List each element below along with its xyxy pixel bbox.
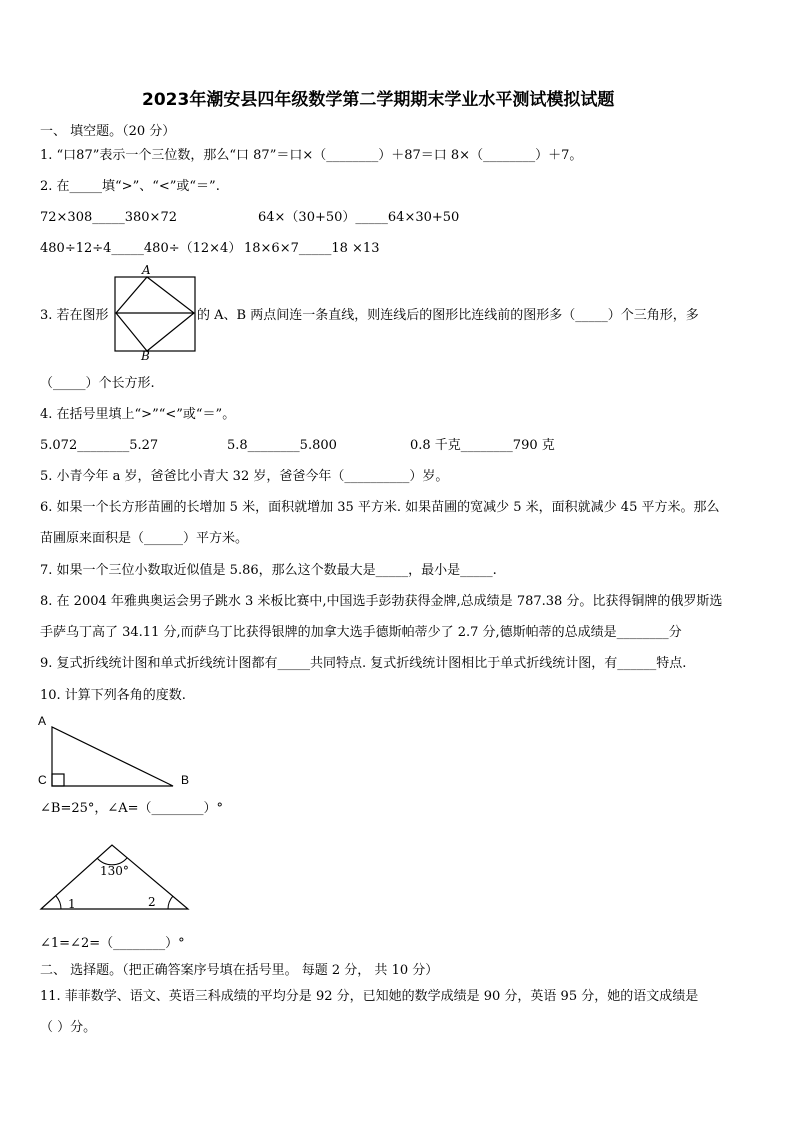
question-10-answer-2: ∠1=∠2=（________）° — [40, 936, 185, 951]
question-4-item-c: 0.8 千克________790 克 — [410, 438, 555, 453]
question-3-line2: （_____）个长方形. — [40, 376, 155, 391]
question-6-line1: 6. 如果一个长方形苗圃的长增加 5 米，面积就增加 35 平方米. 如果苗圃的宽减少 5 米，面积就减少 45 平方米。那么 — [40, 500, 720, 515]
question-8-line2: 手萨乌丁高了 34.11 分,而萨乌丁比获得银牌的加拿大选手德斯帕蒂少了 2.7 分,德斯帕蒂的总成绩是________分 — [40, 625, 682, 640]
question-2-stem: 2. 在_____填“>”、“<”或“＝”. — [40, 179, 220, 194]
question-3-prefix: 3. 若在图形 — [40, 308, 109, 323]
question-2-item-a: 72×308_____380×72 — [40, 210, 177, 225]
right-triangle-figure — [52, 727, 176, 787]
question-4-item-a: 5.072________5.27 — [40, 438, 159, 453]
question-2-item-b: 64×（30+50）_____64×30+50 — [258, 210, 460, 225]
question-8-line1: 8. 在 2004 年雅典奥运会男子跳水 3 米板比赛中,中国选手彭勃获得金牌,总成绩是 787.38 分。比获得铜牌的俄罗斯选 — [40, 594, 723, 609]
angle-label-1: 1 — [68, 897, 76, 911]
figure-label-a: A — [142, 263, 151, 277]
question-2-item-d: 18×6×7_____18 ×13 — [244, 241, 380, 256]
question-2-item-c: 480÷12÷4_____480÷（12×4） — [40, 241, 242, 256]
question-11-line1: 11. 菲菲数学、语文、英语三科成绩的平均分是 92 分，已知她的数学成绩是 90 分，英语 95 分，她的语文成绩是 — [40, 989, 699, 1004]
triangle-label-a: A — [38, 714, 47, 728]
question-10-answer-1: ∠B=25°，∠A=（________）° — [40, 801, 224, 816]
section-heading-multiple-choice: 二、 选择题。（把正确答案序号填在括号里。 每题 2 分， 共 10 分） — [40, 963, 439, 978]
question-5: 5. 小青今年 a 岁，爸爸比小青大 32 岁，爸爸今年（__________）岁。 — [40, 469, 449, 484]
question-6-line2: 苗圃原来面积是（______）平方米。 — [40, 531, 249, 546]
question-11-line2: （ ）分。 — [40, 1020, 97, 1035]
question-10-stem: 10. 计算下列各角的度数. — [40, 688, 186, 703]
question-9: 9. 复式折线统计图和单式折线统计图都有_____共同特点. 复式折线统计图相比于单式折线统计图，有______特点. — [40, 656, 687, 671]
question-4-item-b: 5.8________5.800 — [227, 438, 337, 453]
triangle-label-b: B — [181, 773, 190, 787]
figure-label-b: B — [141, 349, 150, 363]
question-1: 1. “口87”表示一个三位数，那么“口 87”＝口×（________）＋87＝口 8×（________）＋7。 — [40, 148, 583, 163]
section-heading-fill-in: 一、 填空题。（20 分） — [40, 124, 176, 139]
question-3-text: 的 A、B 两点间连一条直线，则连线后的图形比连线前的图形多（_____）个三角形，多 — [197, 308, 699, 323]
angle-label-2: 2 — [148, 895, 156, 909]
question-4-stem: 4. 在括号里填上“>”“<”或“＝”。 — [40, 407, 236, 422]
question-7: 7. 如果一个三位小数取近似值是 5.86，那么这个数最大是_____，最小是_____. — [40, 563, 497, 578]
angle-label-130: 130° — [100, 864, 129, 878]
rectangle-figure — [114, 276, 196, 352]
page-title: 2023年潮安县四年级数学第二学期期末学业水平测试模拟试题 — [142, 90, 615, 110]
triangle-label-c: C — [38, 773, 47, 787]
